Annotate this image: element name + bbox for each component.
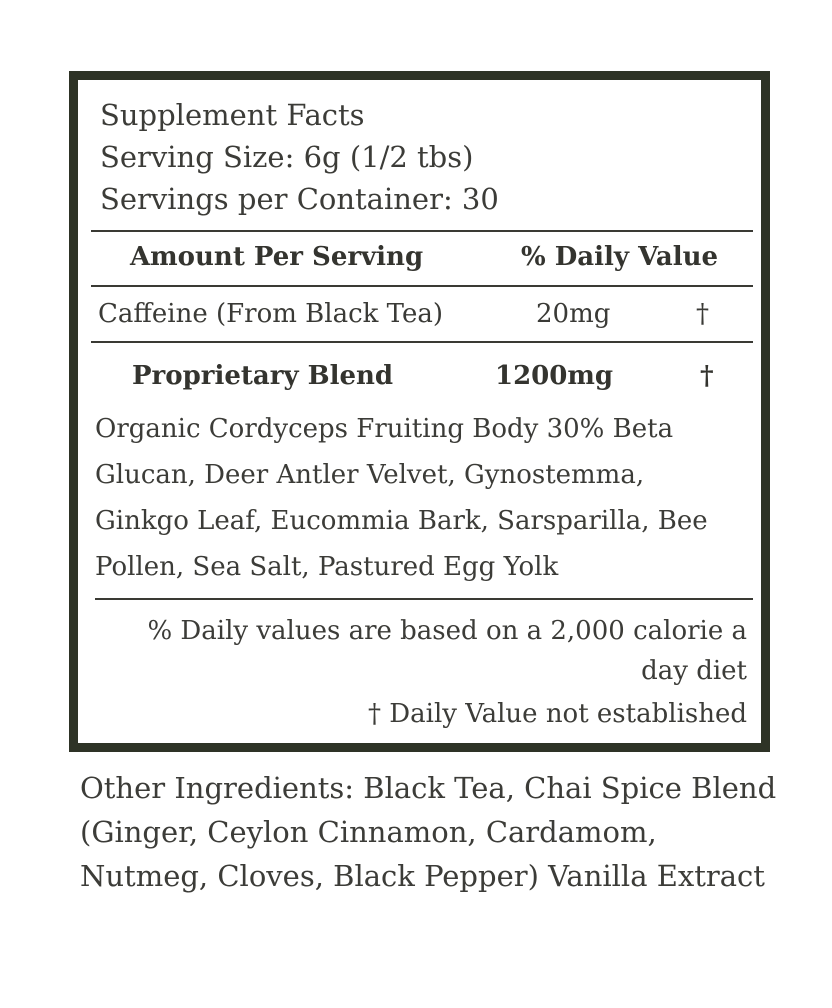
divider-caffeine (91, 341, 753, 343)
divider-header (91, 285, 753, 287)
caffeine-dagger: † (696, 299, 709, 329)
other-ingredients: Other Ingredients: Black Tea, Chai Spice Blend (Ginger, Ceylon Cinnamon, Cardamom, Nutmeg, Cloves, Black Pepper) Vanilla Extract (80, 771, 777, 893)
facts-header (100, 94, 499, 220)
daily-values-footnote: % Daily values are based on a 2,000 calorie a day diet (147, 616, 747, 686)
caffeine-name: Caffeine (From Black Tea) (98, 299, 444, 329)
facts-title: Supplement Facts (100, 98, 365, 132)
servings-per-container: Servings per Container: 30 (100, 182, 499, 216)
divider-footnotes (95, 598, 753, 600)
caffeine-amount: 20mg (536, 299, 611, 329)
blend-ingredients: Organic Cordyceps Fruiting Body 30% Beta Glucan, Deer Antler Velvet, Gynostemma, Ginkgo Leaf, Eucommia Bark, Sarsparilla, Bee Pollen, Sea Salt, Pastured Egg Yolk (95, 414, 708, 582)
daily-value-header: % Daily Value (521, 242, 719, 272)
amount-per-serving-header: Amount Per Serving (130, 242, 424, 272)
not-established-footnote: † Daily Value not established (368, 699, 747, 729)
divider-top (91, 230, 753, 232)
proprietary-blend-dagger: † (700, 361, 714, 391)
serving-size: Serving Size: 6g (1/2 tbs) (100, 140, 474, 174)
supplement-facts-panel (69, 71, 770, 752)
proprietary-blend-name: Proprietary Blend (132, 361, 394, 391)
proprietary-blend-amount: 1200mg (495, 361, 614, 391)
